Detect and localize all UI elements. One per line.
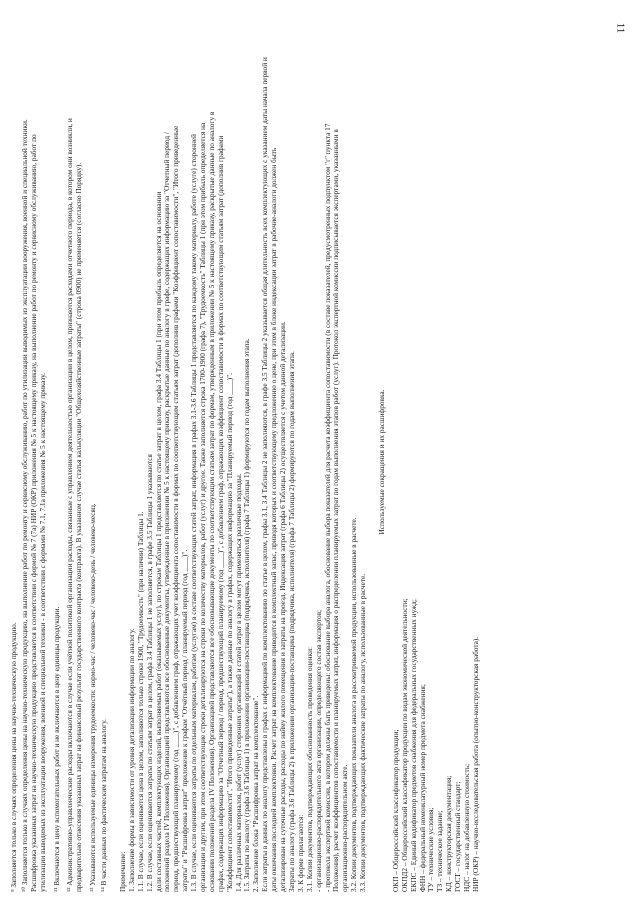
abbreviations-heading: Используемые сокращения и их расшифровка.	[376, 389, 386, 535]
notes-line: детализирован на суточные расходы, расходы по найму жилого помещения и затраты на проезд. Индексация затрат (графа 6 Таблицы 2) осуществляется с учетом данной детализации.	[278, 321, 288, 892]
attachments-line: 3.3. Копии документов, подтверждающих фактические затраты по аналогу, использованные в расчете.	[358, 573, 368, 892]
abbreviation-item: ТЗ – техническое задание;	[435, 810, 445, 892]
notes-line: 2. Заполнение блока "Расшифровка затрат на комплектование".	[251, 695, 261, 892]
attachments-line: Положения), расчет коэффициентов сопоставимости и планируемых затрат, информация о распределении планируемых затрат по годам выполнения этапов работ (услуг). Протокол экспертной комиссии подписывается экспертами, указанными в	[331, 129, 341, 892]
notes-line: 1.5. Затраты по аналогу (графа 3.6 Таблицы 1) в приложении организации-поставщика (подрядчика, исполнителя) (графа 7 Таблицы 1) формируются по годам выполнения этапа.	[242, 338, 252, 892]
abbreviation-item: ТУ – технические условия;	[426, 807, 436, 892]
notes-line: 1.4. Для различных материалов, работ (услуг) сторонних организаций и статей затрат в целом могут применяться различные подходы.	[233, 473, 243, 892]
notes-line: 1.3. В случае, если оцениваются затраты по отдельным материалам, работам (услугам) в составе соответствующих статей затрат, информация в графах 3.1-3.6 Таблицы 1 представляется по каждому такому материалу, работе (услуге) сторонней	[189, 134, 199, 892]
notes-line: Затраты по аналогу (графа 3.6 Таблицы 2) в приложении организации-поставщика (подрядчика, исполнителя) (графа 7 Таблицы 2) формируются по годам выполнения этапа.	[286, 351, 296, 892]
notes-heading: Примечание:	[118, 851, 128, 892]
footnote-11: ¹¹ Включаются в цену вспомогательных работ и не включаются в цену единицы продукции.	[51, 606, 61, 892]
notes-line: основании положений раздела IV Положения). Организацией представляются все обосновывающие документы по соответствующим статьям затрат по формам, утвержденным в приложении № 5 к настоящему приказу, раскрытые данные по аналогу в	[206, 111, 216, 892]
notes-line: 1. Заполнение формы в зависимости от уровня детализации информации по аналогу.	[126, 628, 136, 892]
attachments-line: - организационно-распорядительного акта организации, определяющего состав экспертов;	[313, 609, 323, 892]
footnote-10-line-1: ¹⁰ Заполняется только в случаях определения цены на научно-техническую продукцию, на выполнение работ по ремонту и сервисному обслуживанию, работ по утилизации выводимых из эксплуатации вооружения, военной и специальной техники.	[19, 119, 29, 892]
attachments-line: 3.2. Копии документов, подтверждающих показатели аналога и рассматриваемой продукции, использованные в расчете.	[349, 517, 359, 892]
notes-section	[119, 32, 297, 892]
abbreviation-item: НИР (ОКР) – научно-исследовательская работа (опытно-конструкторская работа).	[470, 636, 480, 892]
notes-line: положений раздела IV Положения). Организацией представляются все обоснованные документы, утвержденные в приложении № 5 к настоящему приказу, раскрытые данные по аналогу в графе, содержащих информацию за "Отчетный период /	[162, 132, 172, 892]
footnote-13: ¹³ Указываются используемые единицы измерения трудоемкости: нормо-час / человеко-час / человеко-день / человеко-месяц.	[88, 503, 98, 892]
abbreviation-item: КД – конструкторская документация;	[444, 775, 454, 892]
footnotes-section	[10, 32, 109, 892]
footnote-9: ⁹ Заполняется только в случаях определения цены на научно-техническую продукцию.	[9, 622, 18, 892]
notes-line: Если затраты в данных по аналогу представлены в графах с информацией по комплектованию по статье в целом, графы 3.1, 3.4 Таблицы 2 не заполняются, в графе 3.5 Таблицы 2 указывается общая длительность всех комплектующих с указанием даты начала первой и	[260, 57, 270, 892]
notes-line: доли составных частей, комплектующих изделий, выполняемых работ (оказываемых услуг), по строкам Таблицы 1 представляется по статье затрат в целом, графа 3.4 Таблицы 1 (при этом прибыль определяется на основании	[153, 191, 163, 892]
attachments-section	[297, 32, 368, 892]
notes-line: 1.2. В случае, если оцениваются затраты по статьям затрат в целом, графа 3.4 Таблицы 1 не заполняется, в графе 3.5 Таблицы 1 указываются	[144, 454, 154, 892]
footnote-10-line-3: утилизации выводимых из эксплуатации вооружения, военной и специальной техники - в соответствии с формами № 7.1, 7.1а приложения № 5 к настоящему приказу.	[37, 373, 47, 892]
footnote-10-line-2: Расшифровка указанных затрат на научно-техническую продукцию представляется в соответствии с формой № 7 (7а) НИР (ОКР) приложения № 5 к настоящему приказу, на выполнение работ по ремонту и сервисному обслуживанию, работ по	[28, 134, 38, 892]
attachments-line: - протокола экспертной комиссии, в котором должны быть приведены: обоснование выбора аналога, обоснование выбора показателей для расчета коэффициента сопоставимости (в составе показателей, предусмотренных подпунктом "г" пункта 17	[322, 123, 332, 892]
abbreviation-item: ОКП – Общероссийский классификатор продукции;	[390, 729, 400, 892]
footnote-12-line-2: предварительно отнесения указанных затрат на финансовый результат государственного контракта (контракта). В указанном случае статья калькуляции "Общехозяйственные затраты" (строка 0900) не применяется (согласно Порядку).	[74, 162, 84, 892]
abbreviations-section	[378, 32, 481, 892]
attachments-line: организационно-распорядительном акте.	[340, 764, 350, 892]
notes-line: организации и другим, при этом соответствующие строки детализируются на строки по количеству материалов, работ (услуг) и другое. Также заполняется строка 1700-1900 (графа 7), "Трудоемкость" Таблицы 1 (при этом прибыль определяется на	[198, 122, 208, 892]
abbreviation-item: ГОСТ – государственный стандарт;	[453, 781, 463, 892]
notes-line: 1.1. В случае, если оценивается цена в целом, заполняются только строки 1900, "Трудоемкость" (при наличии) Таблицы 1.	[135, 511, 145, 892]
notes-line: период, предшествующий планируемому (год ____)", с добавлением граф, отражающих учет коэффициента сопоставимости в формах по соответствующим статьям затрат (дополнив графами "Коэффициент сопоставимости", "Итого приведенные	[171, 125, 181, 892]
footnote-14: ¹⁴ В части данных по фактическим затратам на аналогу.	[99, 719, 109, 892]
abbreviation-item: ЕКПС – Единый кодификатор предметов снабжения для федеральных государственных нужд;	[408, 599, 418, 892]
abbreviation-item: ОКПД2 – Общероссийский классификатор продукции по видам экономической деятельности;	[399, 598, 409, 892]
notes-line: даты окончания последней комплектовки. Расчет затрат на комплектование приводится в комплектный запас, приводя которых и соответствующему предложению о цене, при этом в блоке индексации затрат в рабочие-аналоги должен быть	[269, 147, 279, 892]
notes-line: графах, содержащих информацию за "Отчетный период / период, предшествующий планируемому (год ____)", с добавлением граф, отражающих коэффициент сопоставимости в формах по соответствующим статьям затрат (дополнив графами	[215, 135, 225, 892]
rotated-page-content	[10, 32, 610, 892]
abbreviation-item: ФНН – федеральный номенклатурный номер предмета снабжения;	[417, 684, 427, 892]
attachments-line: 3.1. Копии документов, подтверждающих обоснованность проведения оценки:	[304, 646, 314, 892]
footnote-12-line-1: ¹² Административно-управленческие расходы включаются в случае если учётной политикой организации расходы, связанные с управлением деятельностью организации в целом, признаются расходами отчетного периода, в котором они возникли, и	[65, 118, 75, 892]
page-number: 11	[614, 22, 627, 34]
abbreviation-item: НДС – налог на добавленную стоимость;	[461, 763, 471, 892]
notes-line: затраты" и "Расшифровка затрат" приложение к графам "Отчётный период / планируемый период (год ____)".	[180, 549, 190, 892]
notes-line: "Коэффициент сопоставимости", "Итого приведенные затраты"), а также данные по аналогу в графах, содержащих информацию за "Планируемый период (год ____)".	[224, 372, 234, 892]
attachments-heading: 3. К форме прилагаются:	[295, 814, 305, 892]
